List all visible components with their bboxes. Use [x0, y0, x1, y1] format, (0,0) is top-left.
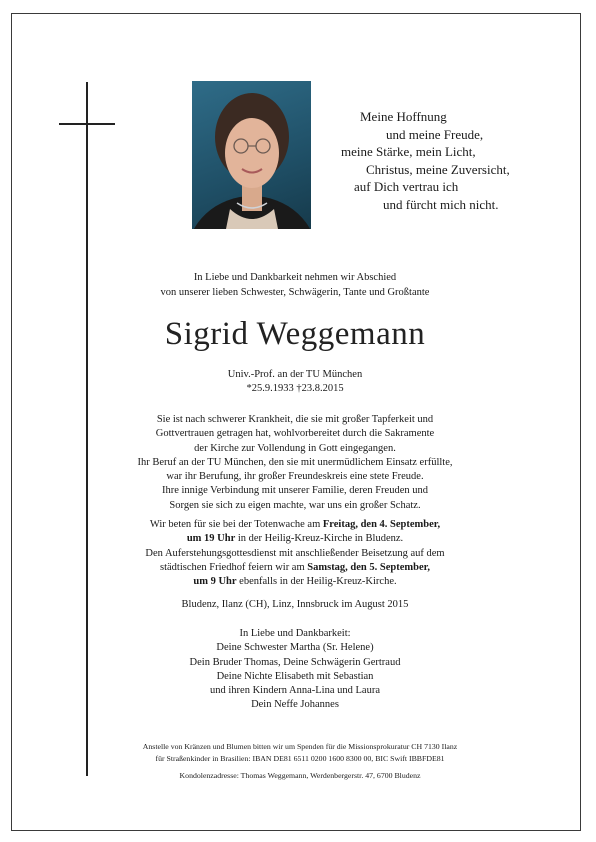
funeral-date: Samstag, den 5. September,	[307, 561, 430, 573]
obituary-line: war ihr Berufung, ihr großer Freundeskreis eine stete Freude.	[166, 471, 424, 483]
poem	[330, 108, 530, 213]
service-line	[100, 532, 490, 546]
family-line: Dein Neffe Johannes	[251, 699, 339, 711]
family-line: Deine Schwester Martha (Sr. Helene)	[216, 642, 374, 654]
poem-line: Christus, meine Zuversicht,	[366, 161, 510, 177]
place-and-date: Bludenz, Ilanz (CH), Linz, Innsbruck im August 2015	[181, 599, 409, 610]
deceased-title	[100, 368, 490, 396]
portrait-photo	[192, 81, 311, 229]
donation-note	[110, 741, 490, 764]
service-line	[100, 575, 490, 589]
intro-text	[100, 270, 490, 300]
donation-line: für Straßenkinder in Brasilien: IBAN DE81 6511 0200 1600 8300 00, BIC Swift IBBFDE81	[155, 753, 445, 763]
service-details	[100, 518, 490, 589]
obituary-line: Sie ist nach schwerer Krankheit, die sie mit großer Tapferkeit und	[156, 414, 434, 425]
obituary-text	[100, 413, 490, 513]
poem-line: und fürcht mich nicht.	[383, 196, 499, 212]
service-text: ebenfalls in der Heilig-Kreuz-Kirche.	[236, 576, 397, 588]
family-list	[100, 627, 490, 713]
wake-date: Freitag, den 4. September,	[322, 519, 441, 530]
poem-line: und meine Freude,	[386, 126, 484, 142]
family-line: Deine Nichte Elisabeth mit Sebastian	[216, 670, 374, 682]
cross-vertical-bar	[86, 82, 88, 776]
intro-line: von unserer lieben Schwester, Schwägerin, Tante und Großtante	[160, 287, 430, 298]
service-line	[100, 518, 490, 532]
obituary-line: der Kirche zur Vollendung in Gott eingegangen.	[194, 442, 396, 454]
dates-line: *25.9.1933 †23.8.2015	[246, 383, 344, 394]
donation-line: Anstelle von Kränzen und Blumen bitten wir um Spenden für die Missionsprokuratur CH 7130 Ilanz	[142, 742, 458, 751]
service-line: Den Auferstehungsgottesdienst mit anschließender Beisetzung auf dem	[145, 547, 445, 559]
obituary-line: Ihr Beruf an der TU München, den sie mit unermüdlichem Einsatz erfüllte,	[137, 456, 453, 468]
funeral-time: um 9 Uhr	[193, 576, 237, 588]
poem-line: auf Dich vertrau ich	[354, 179, 459, 194]
family-line: Dein Bruder Thomas, Deine Schwägerin Gertraud	[189, 656, 401, 668]
service-line	[100, 561, 490, 575]
obituary-line: Ihre innige Verbindung mit unserer Familie, deren Freuden und	[161, 485, 429, 497]
poem-line: Meine Hoffnung	[360, 109, 447, 124]
poem-line: meine Stärke, mein Licht,	[341, 144, 476, 159]
condolence-address: Kondolenzadresse: Thomas Weggemann, Werdenbergerstr. 47, 6700 Bludenz	[179, 771, 421, 780]
wake-time: um 19 Uhr	[186, 533, 236, 545]
cross-horizontal-bar	[59, 123, 115, 125]
service-text: in der Heilig-Kreuz-Kirche in Bludenz.	[235, 533, 404, 545]
family-line: In Liebe und Dankbarkeit:	[239, 628, 351, 639]
service-text: städtischen Friedhof feiern wir am	[160, 561, 308, 573]
obituary-line: Gottvertrauen getragen hat, wohlvorbereitet durch die Sakramente	[155, 428, 435, 440]
obituary-line: Sorgen sie sich zu eigen machte, war uns ein großer Schatz.	[169, 499, 421, 511]
service-text: Wir beten für sie bei der Totenwache am	[149, 519, 323, 530]
title-line: Univ.-Prof. an der TU München	[227, 369, 363, 380]
family-line: und ihren Kindern Anna-Lina und Laura	[210, 685, 380, 697]
intro-line: In Liebe und Dankbarkeit nehmen wir Abschied	[193, 272, 397, 283]
deceased-name: Sigrid Weggemann	[164, 316, 426, 352]
